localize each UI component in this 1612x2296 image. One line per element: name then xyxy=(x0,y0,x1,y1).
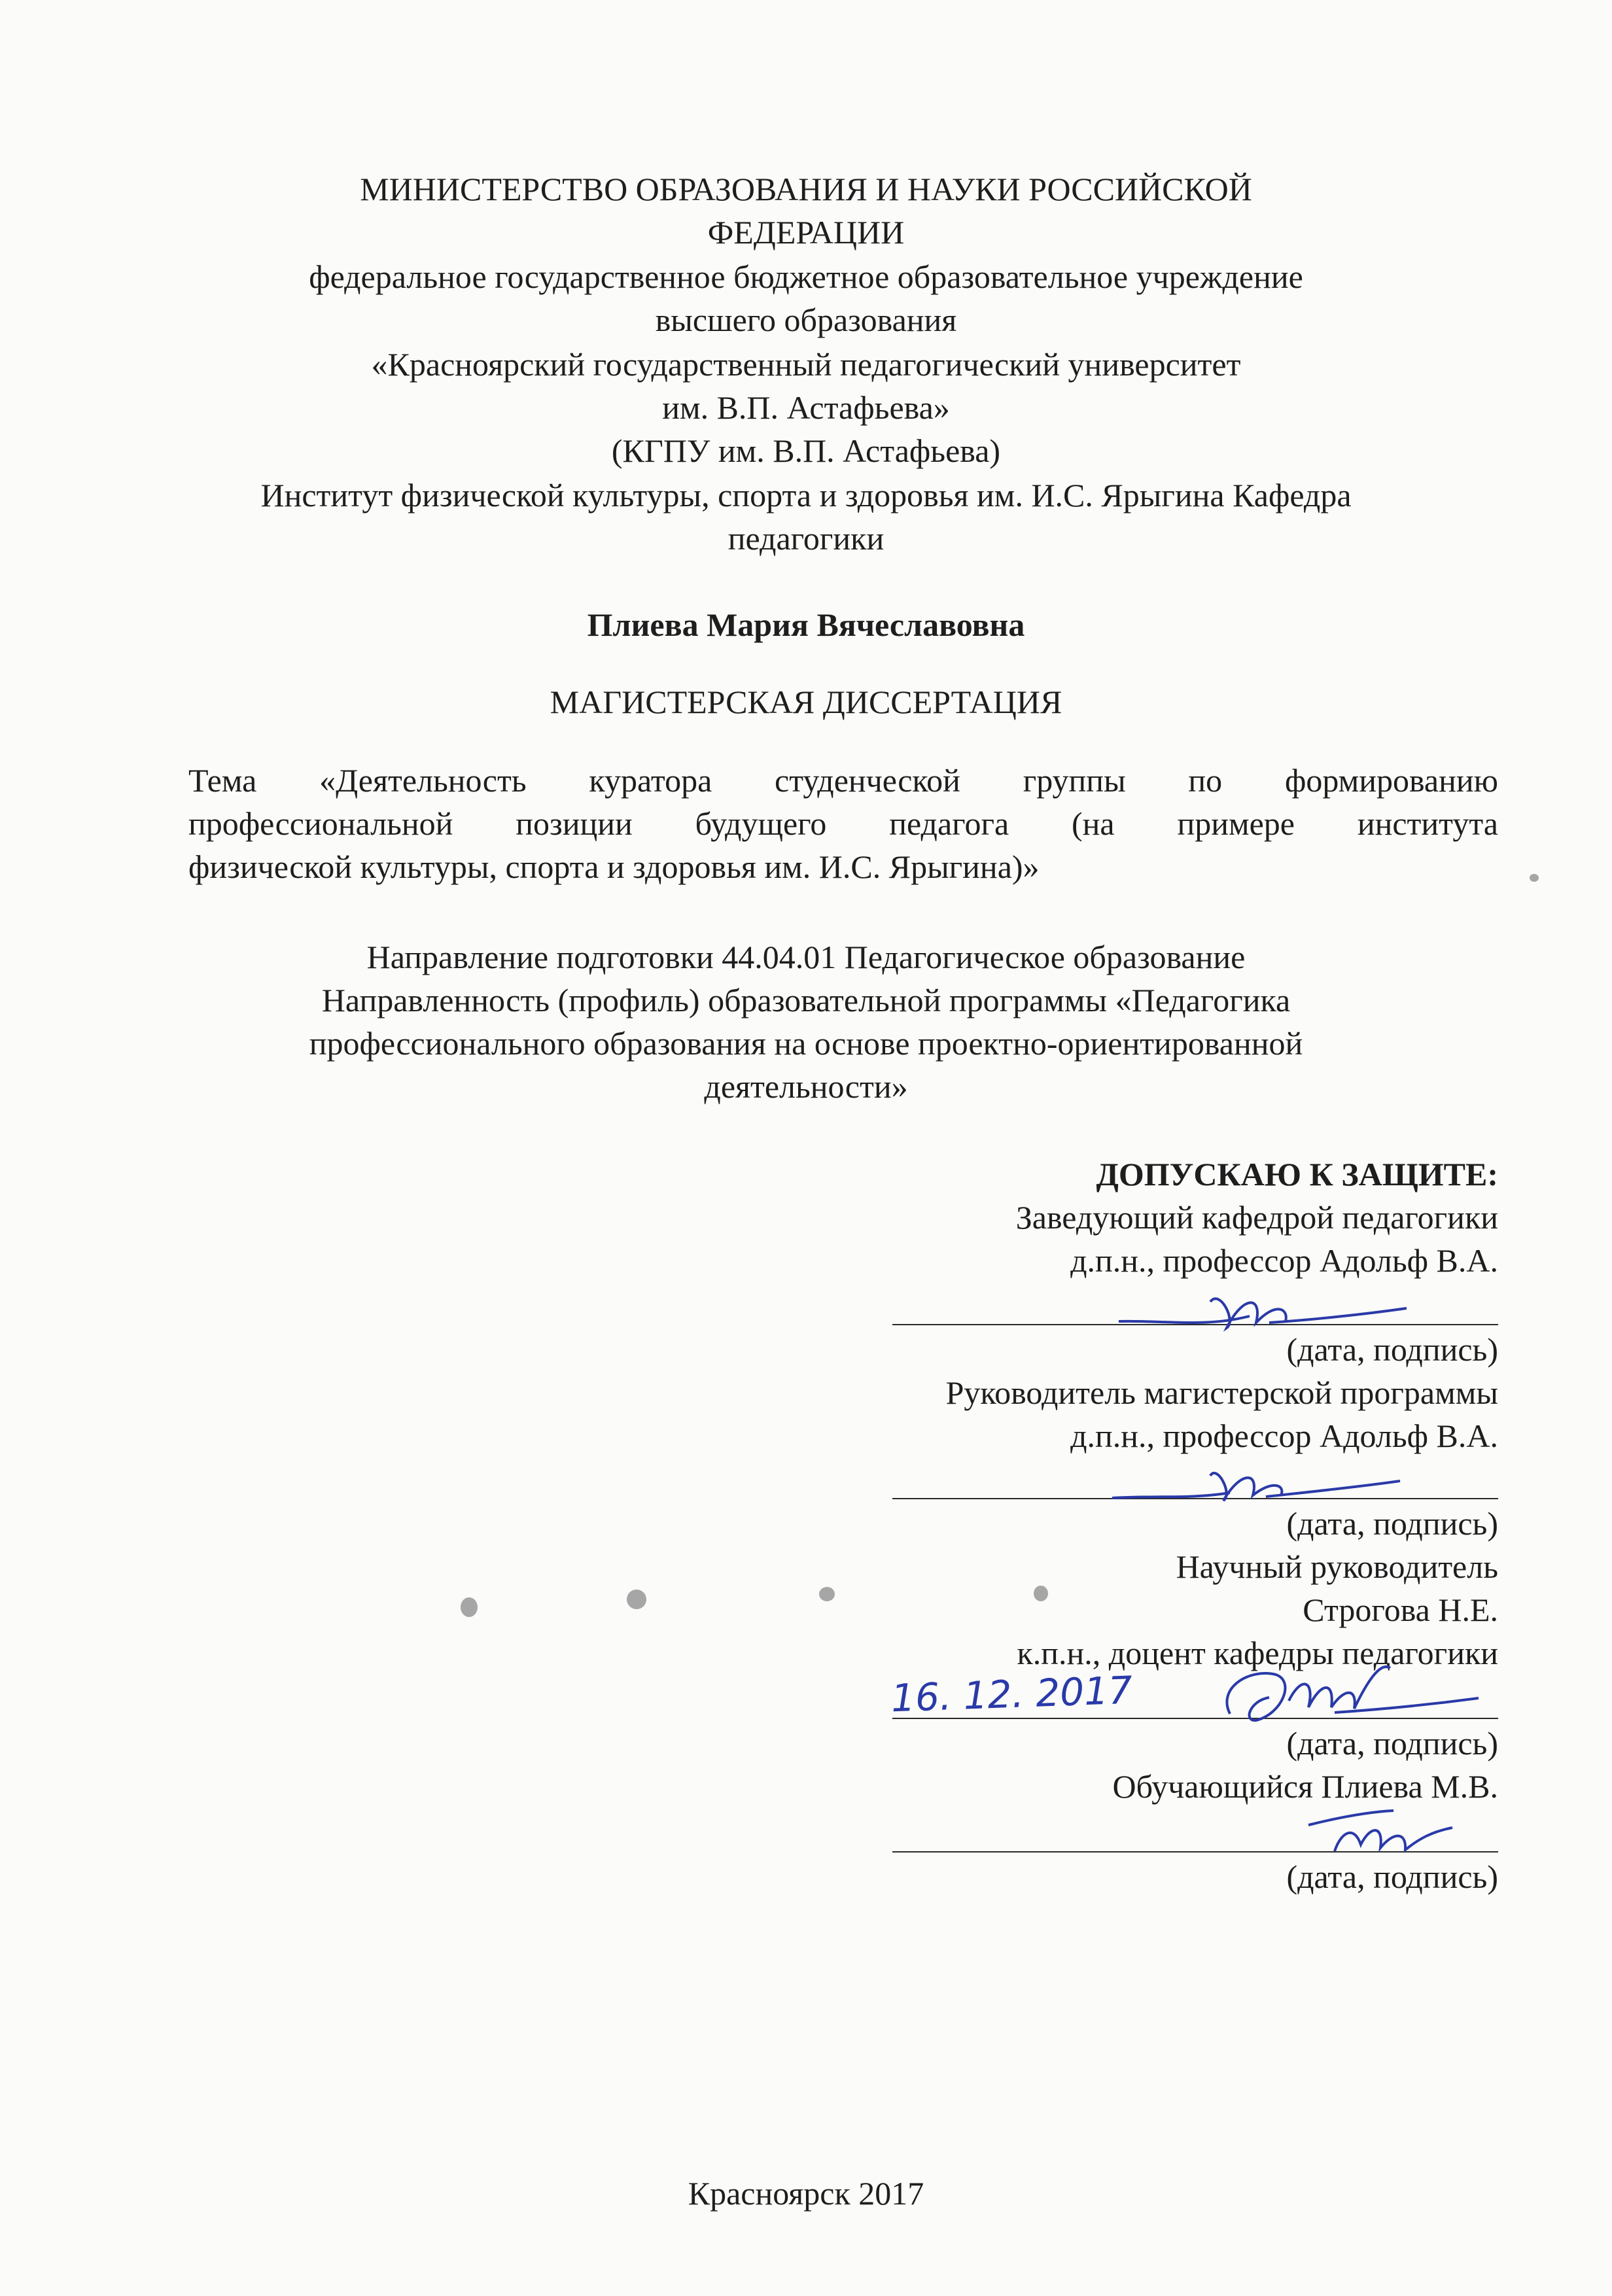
university-line-2: им. В.П. Астафьева» xyxy=(662,389,950,426)
topic-line-1: Тема «Деятельность куратора студенческой группы по формированию xyxy=(188,762,1498,799)
direction-line-3: профессионального образования на основе проектно-ориентированной xyxy=(309,1025,1303,1062)
institute-line-2: педагогики xyxy=(727,520,885,557)
date-signature-caption-2: (дата, подпись) xyxy=(1286,1505,1498,1542)
student-name: Обучающийся Плиева М.В. xyxy=(1112,1768,1498,1805)
head-role: Заведующий кафедрой педагогики xyxy=(1015,1199,1498,1236)
university-line-1: «Красноярский государственный педагогический университет xyxy=(371,346,1241,383)
head-name: д.п.н., профессор Адольф В.А. xyxy=(1070,1242,1498,1279)
scan-speck xyxy=(819,1587,835,1601)
approval-heading: ДОПУСКАЮ К ЗАЩИТЕ: xyxy=(1096,1156,1498,1192)
date-signature-caption-4: (дата, подпись) xyxy=(1286,1858,1498,1895)
scan-speck xyxy=(461,1597,478,1617)
direction-line-2: Направленность (профиль) образовательной программы «Педагогика xyxy=(321,982,1291,1018)
advisor-title: к.п.н., доцент кафедры педагогики xyxy=(1017,1635,1498,1671)
advisor-role: Научный руководитель xyxy=(1176,1548,1498,1585)
city-year: Красноярск 2017 xyxy=(688,2175,924,2212)
scan-speck xyxy=(1034,1586,1048,1601)
topic-line-3: физической культуры, спорта и здоровья им. И.С. Ярыгина)» xyxy=(188,848,1040,885)
scan-speck xyxy=(1530,874,1539,882)
ministry-line-2: ФЕДЕРАЦИИ xyxy=(707,214,905,251)
institution-line-1: федеральное государственное бюджетное образовательное учреждение xyxy=(309,258,1303,295)
document-type: МАГИСТЕРСКАЯ ДИССЕРТАЦИЯ xyxy=(550,684,1062,720)
direction-line-4: деятельности» xyxy=(704,1068,908,1105)
author-name: Плиева Мария Вячеславовна xyxy=(587,606,1025,643)
advisor-name: Строгова Н.Е. xyxy=(1303,1592,1498,1628)
topic-line-2: профессиональной позиции будущего педагога (на примере института xyxy=(188,805,1498,842)
direction-line-1: Направление подготовки 44.04.01 Педагогическое образование xyxy=(366,939,1246,975)
university-abbreviation: (КГПУ им. В.П. Астафьева) xyxy=(611,432,1001,469)
institute-line-1: Институт физической культуры, спорта и здоровья им. И.С. Ярыгина Кафедра xyxy=(260,477,1352,513)
date-signature-caption-1: (дата, подпись) xyxy=(1286,1331,1498,1368)
signature-4 xyxy=(1295,1799,1465,1864)
institution-line-2: высшего образования xyxy=(655,302,957,338)
scan-speck xyxy=(627,1590,646,1609)
program-role: Руководитель магистерской программы xyxy=(945,1374,1498,1411)
program-name: д.п.н., профессор Адольф В.А. xyxy=(1070,1418,1498,1454)
date-signature-caption-3: (дата, подпись) xyxy=(1286,1725,1498,1762)
advisor-handwritten-date: 16. 12. 2017 xyxy=(890,1667,1134,1721)
ministry-line-1: МИНИСТЕРСТВО ОБРАЗОВАНИЯ И НАУКИ РОССИЙСКОЙ xyxy=(360,171,1252,207)
